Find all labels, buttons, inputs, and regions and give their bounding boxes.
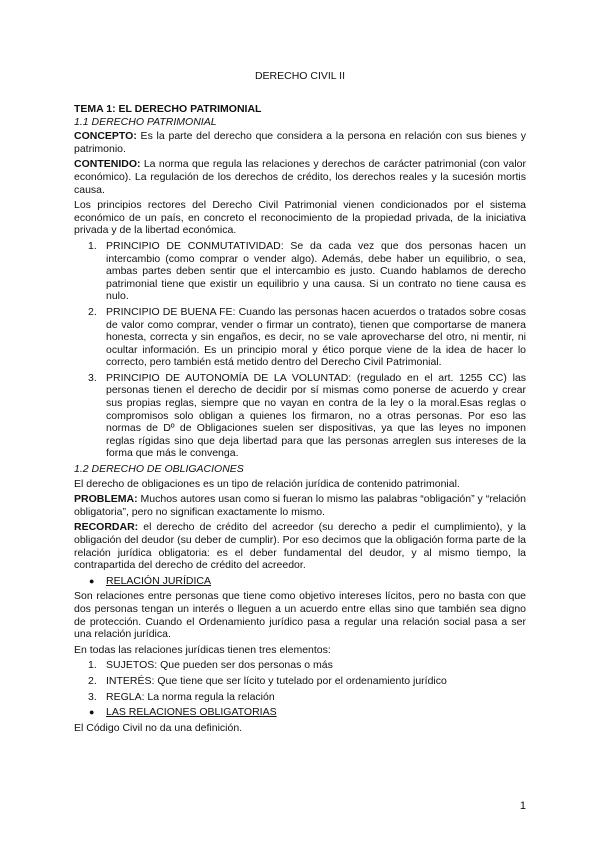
bullet-icon: ● [89, 575, 95, 586]
bullet-label: LAS RELACIONES OBLIGATORIAS [106, 706, 277, 719]
section-2-title: 1.2 DERECHO DE OBLIGACIONES [74, 463, 244, 476]
list-text: PRINCIPIO DE CONMUTATIVIDAD: Se da cada vez que dos personas hacen un intercambio (como comprar o vender algo). Además, debe haber un equilibrio, o sea, ambas partes deben sentir que el intercambio es justo. Cuando hablamos de derecho patrimonial tiene que existir un equilibrio y una causa. Si un contrato no tiene causa es nulo. [106, 239, 526, 303]
concepto-text: Es la parte del derecho que considera a la persona en relación con sus bienes y patrimonio. [74, 130, 526, 155]
recordar-label: RECORDAR: [74, 521, 139, 534]
recordar-text: el derecho de crédito del acreedor (su derecho a pedir el cumplimiento), y la obligación del deudor (su deber de cumplir). Por eso decimos que la obligación forma parte de la relación jurídica obligatoria: es el deber fundamental del deudor, y al mismo tiempo, la contrapartida del derecho de crédito del acreedor. [74, 521, 526, 572]
elementos-list [74, 659, 526, 703]
obligaciones-intro: El derecho de obligaciones es un tipo de relación jurídica de contenido patrimonial. [74, 477, 460, 490]
list-number: 3. [88, 690, 97, 703]
list-text: PRINCIPIO DE BUENA FE: Cuando las personas hacen acuerdos o tratados sobre cosas de valor como comprar, vender o firmar un contrato), tienen que comportarse de manera honesta, correcta y sin engaños, es decir, no se vale aprovecharse del otro, ni mentir, ni ocultar información. Es un principio moral y ético porque viene de la idea de hacer lo correcto, pero también está metido dentro del Derecho Civil Patrimonial. [106, 305, 526, 369]
page-number: 1 [519, 800, 526, 812]
page-content [74, 70, 526, 737]
contenido-paragraph [74, 158, 526, 196]
list-item [74, 306, 526, 369]
list-text: REGLA: La norma regula la relación [106, 690, 275, 703]
problema-paragraph [74, 493, 526, 518]
elementos-intro: En todas las relaciones jurídicas tienen tres elementos: [74, 643, 331, 656]
problema-label: PROBLEMA: [74, 493, 138, 506]
list-number: 1. [88, 239, 97, 252]
relacion-paragraph: Son relaciones entre personas que tiene como objetivo intereses lícitos, pero no basta con que dos personas tengan un interés o lleguen a un acuerdo entre ellas sino que también sea digno de protección. Cuando el Ordenamiento jurídico pasa a regular una relación social pasa a ser una relación jurídica. [74, 590, 526, 641]
contenido-label: CONTENIDO: [74, 158, 141, 171]
bullet-label: RELACIÓN JURÍDICA [106, 574, 212, 587]
document-title: DERECHO CIVIL II [254, 70, 346, 82]
bullet-icon: ● [89, 707, 95, 718]
list-text: PRINCIPIO DE AUTONOMÍA DE LA VOLUNTAD: (regulado en el art. 1255 CC) las personas tienen el derecho de decidir por sí mismas como ponerse de acuerdo y crear sus propias reglas, siempre que no vayan en contra de la ley o la moral.Esas reglas o compromisos solo obligan a quienes los firmaron, no a otras personas. Por eso las normas de Dº de Obligaciones suelen ser dispositivas, ya que las leyes no imponen reglas rígidas sino que deja libertad para que las personas arreglen sus intereses de la forma que más le convenga. [106, 371, 526, 460]
problema-text: Muchos autores usan como si fueran lo mismo las palabras “obligación” y “relación obligatoria”, pero no significan exactamente lo mismo. [74, 493, 526, 518]
concepto-label: CONCEPTO: [74, 130, 137, 143]
recordar-paragraph [74, 521, 526, 571]
concepto-paragraph [74, 130, 526, 155]
bullet-relaciones-obligatorias [74, 706, 526, 719]
final-paragraph: El Código Civil no da una definición. [74, 721, 243, 734]
list-number: 2. [88, 674, 97, 687]
list-number: 2. [88, 305, 97, 318]
list-item [74, 659, 526, 672]
list-item [74, 372, 526, 460]
list-number: 1. [88, 659, 97, 672]
list-number: 3. [88, 371, 97, 384]
section-1-title: 1.1 DERECHO PATRIMONIAL [74, 115, 217, 128]
contenido-text: La norma que regula las relaciones y derechos de carácter patrimonial (con valor económico). La regulación de los derechos de crédito, los derechos reales y la sucesión mortis causa. [74, 158, 526, 196]
list-text: INTERÉS: Que tiene que ser lícito y tutelado por el ordenamiento jurídico [106, 674, 447, 687]
tema-heading: TEMA 1: EL DERECHO PATRIMONIAL [74, 102, 262, 115]
principios-list [74, 240, 526, 460]
bullet-relacion-juridica [74, 575, 526, 588]
list-item [74, 240, 526, 303]
list-text: SUJETOS: Que pueden ser dos personas o más [106, 659, 333, 672]
list-item [74, 675, 526, 688]
principios-intro: Los principios rectores del Derecho Civil Patrimonial vienen condicionados por el sistema económico de un país, en concreto el reconocimiento de la propiedad privada, de la iniciativa privada y de la libertad económica. [74, 199, 526, 237]
list-item [74, 691, 526, 704]
